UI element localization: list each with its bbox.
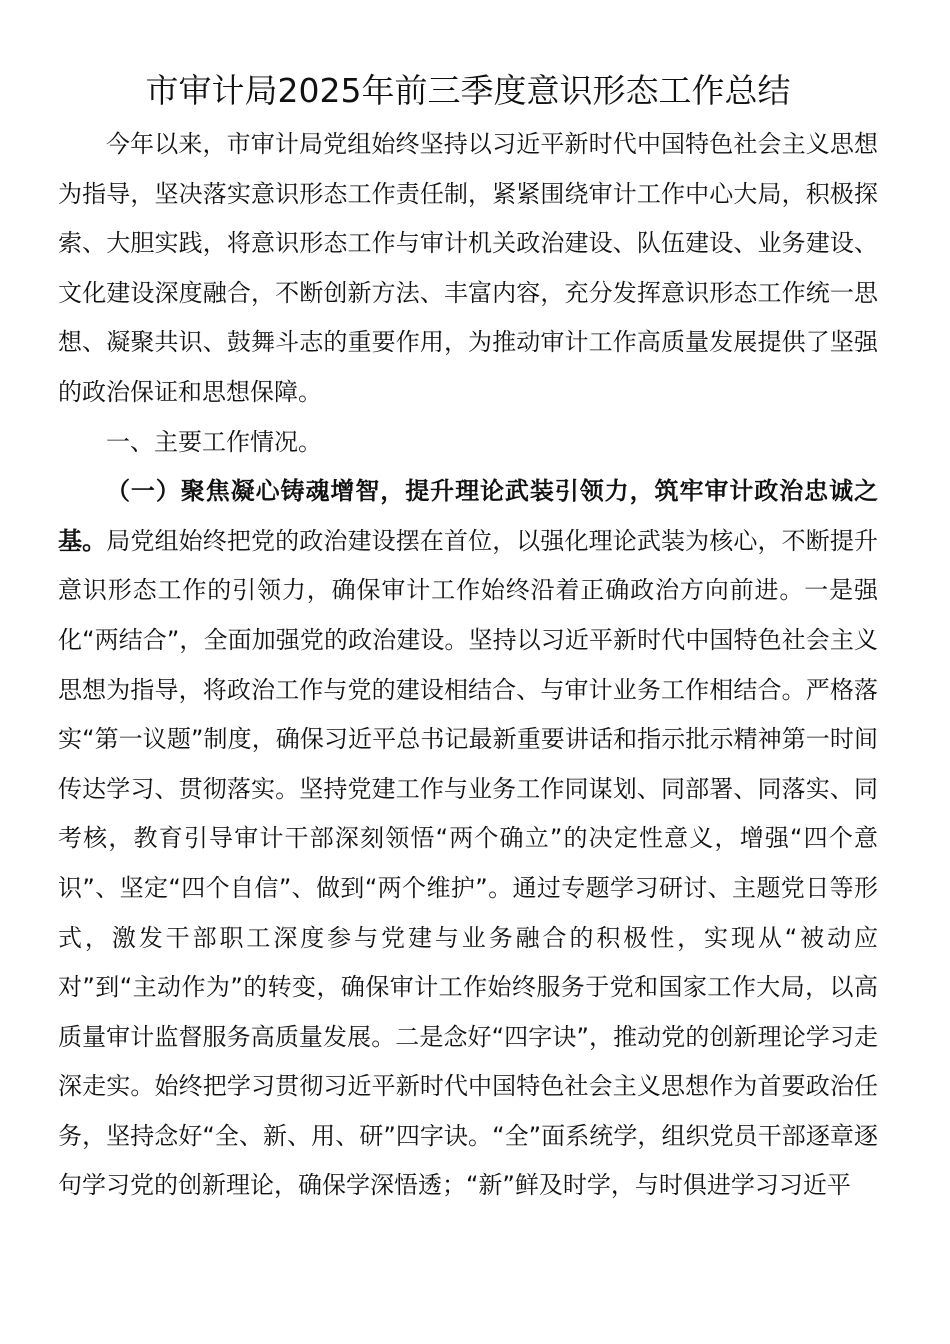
subsection-body: 局党组始终把党的政治建设摆在首位，以强化理论武装为核心，不断提升意识形态工作的引领力，确保审计工作始终沿着正确政治方向前进。一是强化“两结合”，全面加强党的政治建设。坚持以习近平新时代中国特色社会主义思想为指导，将政治工作与党的建设相结合、与审计业务工作相结合。严格落实“第一议题”制度，确保习近平总书记最新重要讲话和指示批示精神第一时间传达学习、贯彻落实。坚持党建工作与业务工作同谋划、同部署、同落实、同考核，教育引导审计干部深刻领悟“两个确立”的决定性意义，增强“四个意识”、坚定“四个自信”、做到“两个维护”。通过专题学习研讨、主题党日等形式，激发干部职工深度参与党建与业务融合的积极性，实现从“被动应对”到“主动作为”的转变，确保审计工作始终服务于党和国家工作大局，以高质量审计监督服务高质量发展。二是念好“四字诀”，推动党的创新理论学习走深走实。始终把学习贯彻习近平新时代中国特色社会主义思想作为首要政治任务，坚持念好“全、新、用、研”四字诀。“全”面系统学，组织党员干部逐章逐句学习党的创新理论，确保学深悟透；“新”鲜及时学，与时俱进学习习近平: [58, 526, 879, 1200]
document-page: [58, 62, 878, 1211]
section-heading: 一、主要工作情况。: [106, 427, 322, 456]
subsection-paragraph: [58, 467, 878, 1211]
intro-paragraph: 今年以来，市审计局党组始终坚持以习近平新时代中国特色社会主义思想为指导，坚决落实意识形态工作责任制，紧紧围绕审计工作中心大局，积极探索、大胆实践，将意识形态工作与审计机关政治建设、队伍建设、业务建设、文化建设深度融合，不断创新方法、丰富内容，充分发挥意识形态工作统一思想、凝聚共识、鼓舞斗志的重要作用，为推动审计工作高质量发展提供了坚强的政治保证和思想保障。: [58, 130, 878, 406]
subsection-heading: （一）聚焦凝心铸魂增智，提升理论武装引领力，筑牢审计政治忠诚之基。: [58, 477, 878, 555]
document-title: 市审计局2025年前三季度意识形态工作总结: [145, 71, 791, 110]
